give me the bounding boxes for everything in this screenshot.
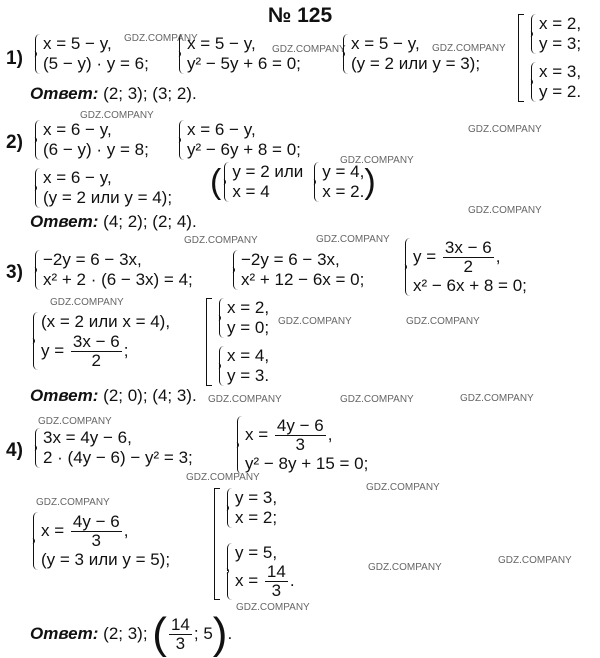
equation: y = 2. bbox=[539, 82, 582, 101]
answer bbox=[30, 212, 197, 232]
equation: y² − 6y + 8 = 0; bbox=[187, 140, 301, 159]
watermark: GDZ.COMPANY bbox=[278, 316, 352, 327]
part-number: 4) bbox=[6, 440, 23, 461]
equation: x = 5 − y, bbox=[351, 34, 420, 53]
watermark: GDZ.COMPANY bbox=[36, 497, 110, 508]
equation: (y = 2 или y = 4); bbox=[43, 188, 173, 207]
equation: x = 5 − y, bbox=[187, 34, 256, 53]
equation-lhs: y = bbox=[413, 247, 437, 266]
equation: y² − 5y + 6 = 0; bbox=[187, 54, 301, 73]
punct: ; bbox=[123, 341, 129, 360]
system bbox=[32, 120, 149, 160]
equation: x = 5 − y, bbox=[43, 34, 112, 53]
watermark: GDZ.COMPANY bbox=[460, 393, 534, 404]
watermark: GDZ.COMPANY bbox=[368, 562, 442, 573]
equation-lhs: x = bbox=[41, 521, 65, 540]
numerator: 3x − 6 bbox=[444, 238, 492, 258]
answer bbox=[30, 84, 197, 104]
equation: x² + 12 − 6x = 0; bbox=[241, 270, 365, 289]
fraction bbox=[71, 333, 122, 370]
watermark: GDZ.COMPANY bbox=[468, 124, 542, 135]
equation: −2y = 6 − 3x, bbox=[43, 250, 142, 269]
equation: y = 3; bbox=[539, 34, 582, 53]
part-number: 1) bbox=[6, 48, 23, 69]
equation-lhs: x = bbox=[245, 425, 269, 444]
punct: , bbox=[495, 247, 501, 266]
equation: x = 2, bbox=[539, 14, 582, 33]
equation: (5 − y) · y = 6; bbox=[43, 54, 149, 73]
watermark: GDZ.COMPANY bbox=[184, 235, 258, 246]
system-set bbox=[518, 14, 581, 102]
fraction bbox=[265, 563, 288, 600]
equation: (y = 3 или y = 5); bbox=[41, 550, 171, 570]
equation: (x = 2 или x = 4), bbox=[41, 312, 171, 331]
equation-lhs: y = bbox=[41, 341, 65, 360]
equation: y = 3, bbox=[235, 488, 278, 507]
equation: x = 4 bbox=[232, 182, 270, 201]
equation: x = 4, bbox=[227, 346, 270, 365]
system-set: ( y = 2 или x = 4 y = 4, x = 2. ) bbox=[210, 162, 376, 201]
denominator: 2 bbox=[463, 257, 474, 277]
system bbox=[32, 428, 193, 468]
equation: (y = 2 или y = 3); bbox=[351, 54, 481, 73]
answer-value: (2; 3); bbox=[103, 624, 148, 643]
watermark: GDZ.COMPANY bbox=[316, 234, 390, 245]
denominator: 3 bbox=[295, 435, 306, 455]
equation: (6 − y) · y = 8; bbox=[43, 140, 149, 159]
system bbox=[32, 34, 149, 74]
punct: , bbox=[327, 425, 333, 444]
watermark: GDZ.COMPANY bbox=[406, 316, 480, 327]
answer: Ответ: (2; 3); ( $\frac{14}{3}$ ; 5 ) . bbox=[30, 609, 233, 658]
system bbox=[30, 312, 170, 370]
system bbox=[30, 512, 170, 570]
denominator: 3 bbox=[271, 581, 282, 600]
equation: x² + 2 · (6 − 3x) = 4; bbox=[43, 270, 193, 289]
fraction bbox=[71, 513, 122, 550]
numerator: 3x − 6 bbox=[72, 332, 120, 352]
part-number: 3) bbox=[6, 262, 23, 283]
denominator: 3 bbox=[175, 633, 186, 653]
answer-label: Ответ: bbox=[30, 386, 99, 405]
fraction bbox=[275, 417, 326, 454]
watermark: GDZ.COMPANY bbox=[208, 394, 282, 405]
answer-label: Ответ: bbox=[30, 212, 99, 231]
system bbox=[340, 34, 480, 74]
numerator: 4y − 6 bbox=[72, 512, 120, 532]
part-number: 2) bbox=[6, 132, 23, 153]
equation: x = 3, bbox=[539, 62, 582, 81]
numerator: 14 bbox=[266, 562, 286, 581]
equation: y² − 8y + 15 = 0; bbox=[245, 454, 369, 474]
system bbox=[230, 250, 364, 290]
watermark: GDZ.COMPANY bbox=[50, 297, 124, 308]
answer-label: Ответ: bbox=[30, 624, 99, 643]
equation: 3x = 4y − 6, bbox=[43, 428, 132, 447]
equation: x² − 6x + 8 = 0; bbox=[413, 276, 527, 296]
equation: x = 2; bbox=[235, 508, 278, 527]
system bbox=[176, 120, 301, 160]
answer-label: Ответ: bbox=[30, 84, 99, 103]
denominator: 2 bbox=[91, 351, 102, 371]
answer-tail: ; 5 bbox=[193, 624, 213, 643]
watermark: GDZ.COMPANY bbox=[498, 555, 572, 566]
watermark: GDZ.COMPANY bbox=[236, 602, 310, 613]
denominator: 3 bbox=[91, 531, 102, 551]
answer-value: (2; 3); (3; 2). bbox=[103, 84, 197, 103]
system-set bbox=[206, 298, 269, 386]
equation-lhs: x = bbox=[235, 570, 259, 590]
equation: y = 2 или bbox=[232, 162, 304, 181]
answer bbox=[30, 386, 197, 406]
system bbox=[32, 168, 172, 208]
watermark: GDZ.COMPANY bbox=[432, 43, 506, 54]
equation: −2y = 6 − 3x, bbox=[241, 250, 340, 269]
equation: x = 6 − y, bbox=[187, 120, 256, 139]
watermark: GDZ.COMPANY bbox=[366, 482, 440, 493]
fraction bbox=[443, 239, 494, 276]
watermark: GDZ.COMPANY bbox=[124, 33, 198, 44]
equation: x = 6 − y, bbox=[43, 168, 112, 187]
watermark: GDZ.COMPANY bbox=[340, 394, 414, 405]
system bbox=[402, 238, 527, 296]
fraction bbox=[169, 616, 192, 653]
punct: , bbox=[123, 521, 129, 540]
answer-value: (2; 0); (4; 3). bbox=[103, 386, 197, 405]
watermark: GDZ.COMPANY bbox=[340, 155, 414, 166]
system-set bbox=[214, 488, 295, 600]
watermark: GDZ.COMPANY bbox=[468, 205, 542, 216]
equation: y = 5, bbox=[235, 542, 278, 562]
numerator: 4y − 6 bbox=[276, 416, 324, 436]
equation: x = 6 − y, bbox=[43, 120, 112, 139]
equation: y = 0; bbox=[227, 318, 270, 337]
numerator: 14 bbox=[170, 614, 190, 634]
problem-title: № 125 bbox=[267, 4, 333, 27]
equation: y = 4, bbox=[322, 162, 365, 181]
equation: y = 3. bbox=[227, 366, 270, 385]
equation: x = 2, bbox=[227, 298, 270, 317]
system bbox=[176, 34, 301, 74]
watermark: GDZ.COMPANY bbox=[38, 416, 112, 427]
equation: x = 2. bbox=[322, 182, 365, 201]
watermark: GDZ.COMPANY bbox=[186, 472, 260, 483]
punct: . bbox=[289, 570, 295, 590]
equation: 2 · (4y − 6) − y² = 3; bbox=[43, 448, 193, 467]
system bbox=[234, 416, 368, 474]
watermark: GDZ.COMPANY bbox=[80, 110, 154, 121]
system bbox=[32, 250, 193, 290]
answer-value: (4; 2); (2; 4). bbox=[103, 212, 197, 231]
watermark: GDZ.COMPANY bbox=[272, 44, 346, 55]
